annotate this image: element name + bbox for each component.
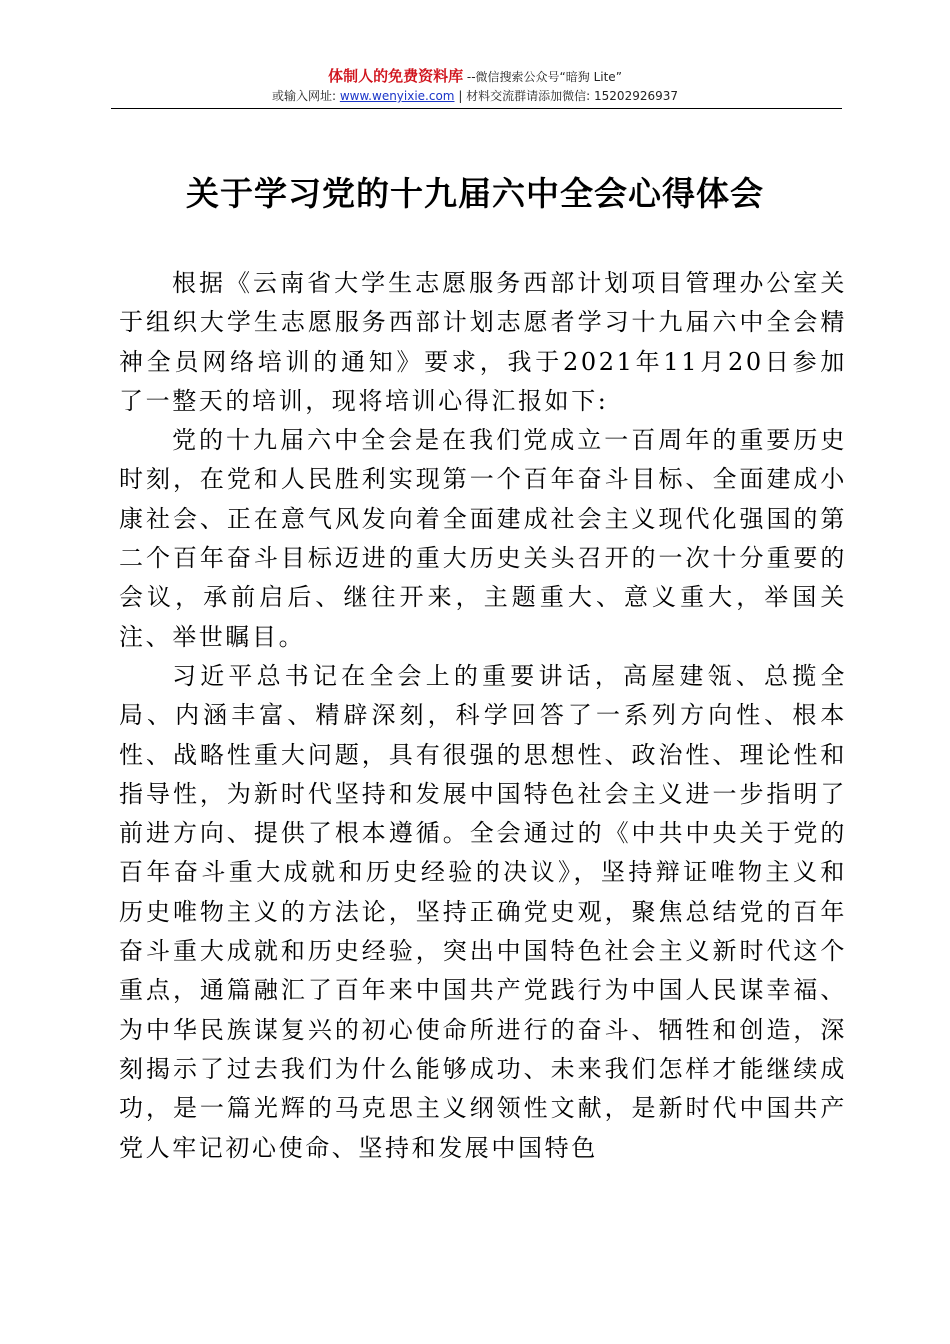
paragraph: 习近平总书记在全会上的重要讲话，高屋建瓴、总揽全局、内涵丰富、精辟深刻，科学回答了一系列方向性、根本性、战略性重大问题，具有很强的思想性、政治性、理论性和指导性，为新时代坚持和发展中国特色社会主义进一步指明了前进方向、提供了根本遵循。全会通过的《中共中央关于党的百年奋斗重大成就和历史经验的决议》，坚持辩证唯物主义和历史唯物主义的方法论，坚持正确党史观，聚焦总结党的百年奋斗重大成就和历史经验，突出中国特色社会主义新时代这个重点，通篇融汇了百年来中国共产党践行为中国人民谋幸福、为中华民族谋复兴的初心使命所进行的奋斗、牺牲和创造，深刻揭示了过去我们为什么能够成功、未来我们怎样才能继续成功，是一篇光辉的马克思主义纲领性文献，是新时代中国共产党人牢记初心使命、坚持和发展中国特色	[119, 661, 847, 1162]
page-header	[0, 66, 950, 105]
url-prefix: 或输入网址:	[271, 89, 340, 103]
document-body	[119, 264, 847, 1168]
contact-info: | 材料交流群请添加微信: 15202926937	[454, 89, 679, 103]
paragraph: 党的十九届六中全会是在我们党成立一百周年的重要历史时刻，在党和人民胜利实现第一个百年奋斗目标、全面建成小康社会、正在意气风发向着全面建成社会主义现代化强国的第二个百年奋斗目标迈进的重大历史关头召开的一次十分重要的会议，承前启后、继往开来，主题重大、意义重大，举国关注、举世瞩目。	[119, 426, 847, 651]
header-banner	[0, 66, 950, 87]
header-contact-line	[0, 87, 950, 105]
brand-name: 体制人的免费资料库	[328, 67, 464, 85]
paragraph: 根据《云南省大学生志愿服务西部计划项目管理办公室关于组织大学生志愿服务西部计划志愿者学习十九届六中全会精神全员网络培训的通知》要求，我于2021年11月20日参加了一整天的培训，现将培训心得汇报如下:	[119, 269, 847, 415]
header-slogan: --微信搜索公众号“暗狗 Lite”	[463, 70, 622, 84]
document-title: 关于学习党的十九届六中全会心得体会	[186, 174, 764, 213]
website-link[interactable]: www.wenyixie.com	[339, 89, 455, 103]
header-divider	[111, 108, 842, 109]
